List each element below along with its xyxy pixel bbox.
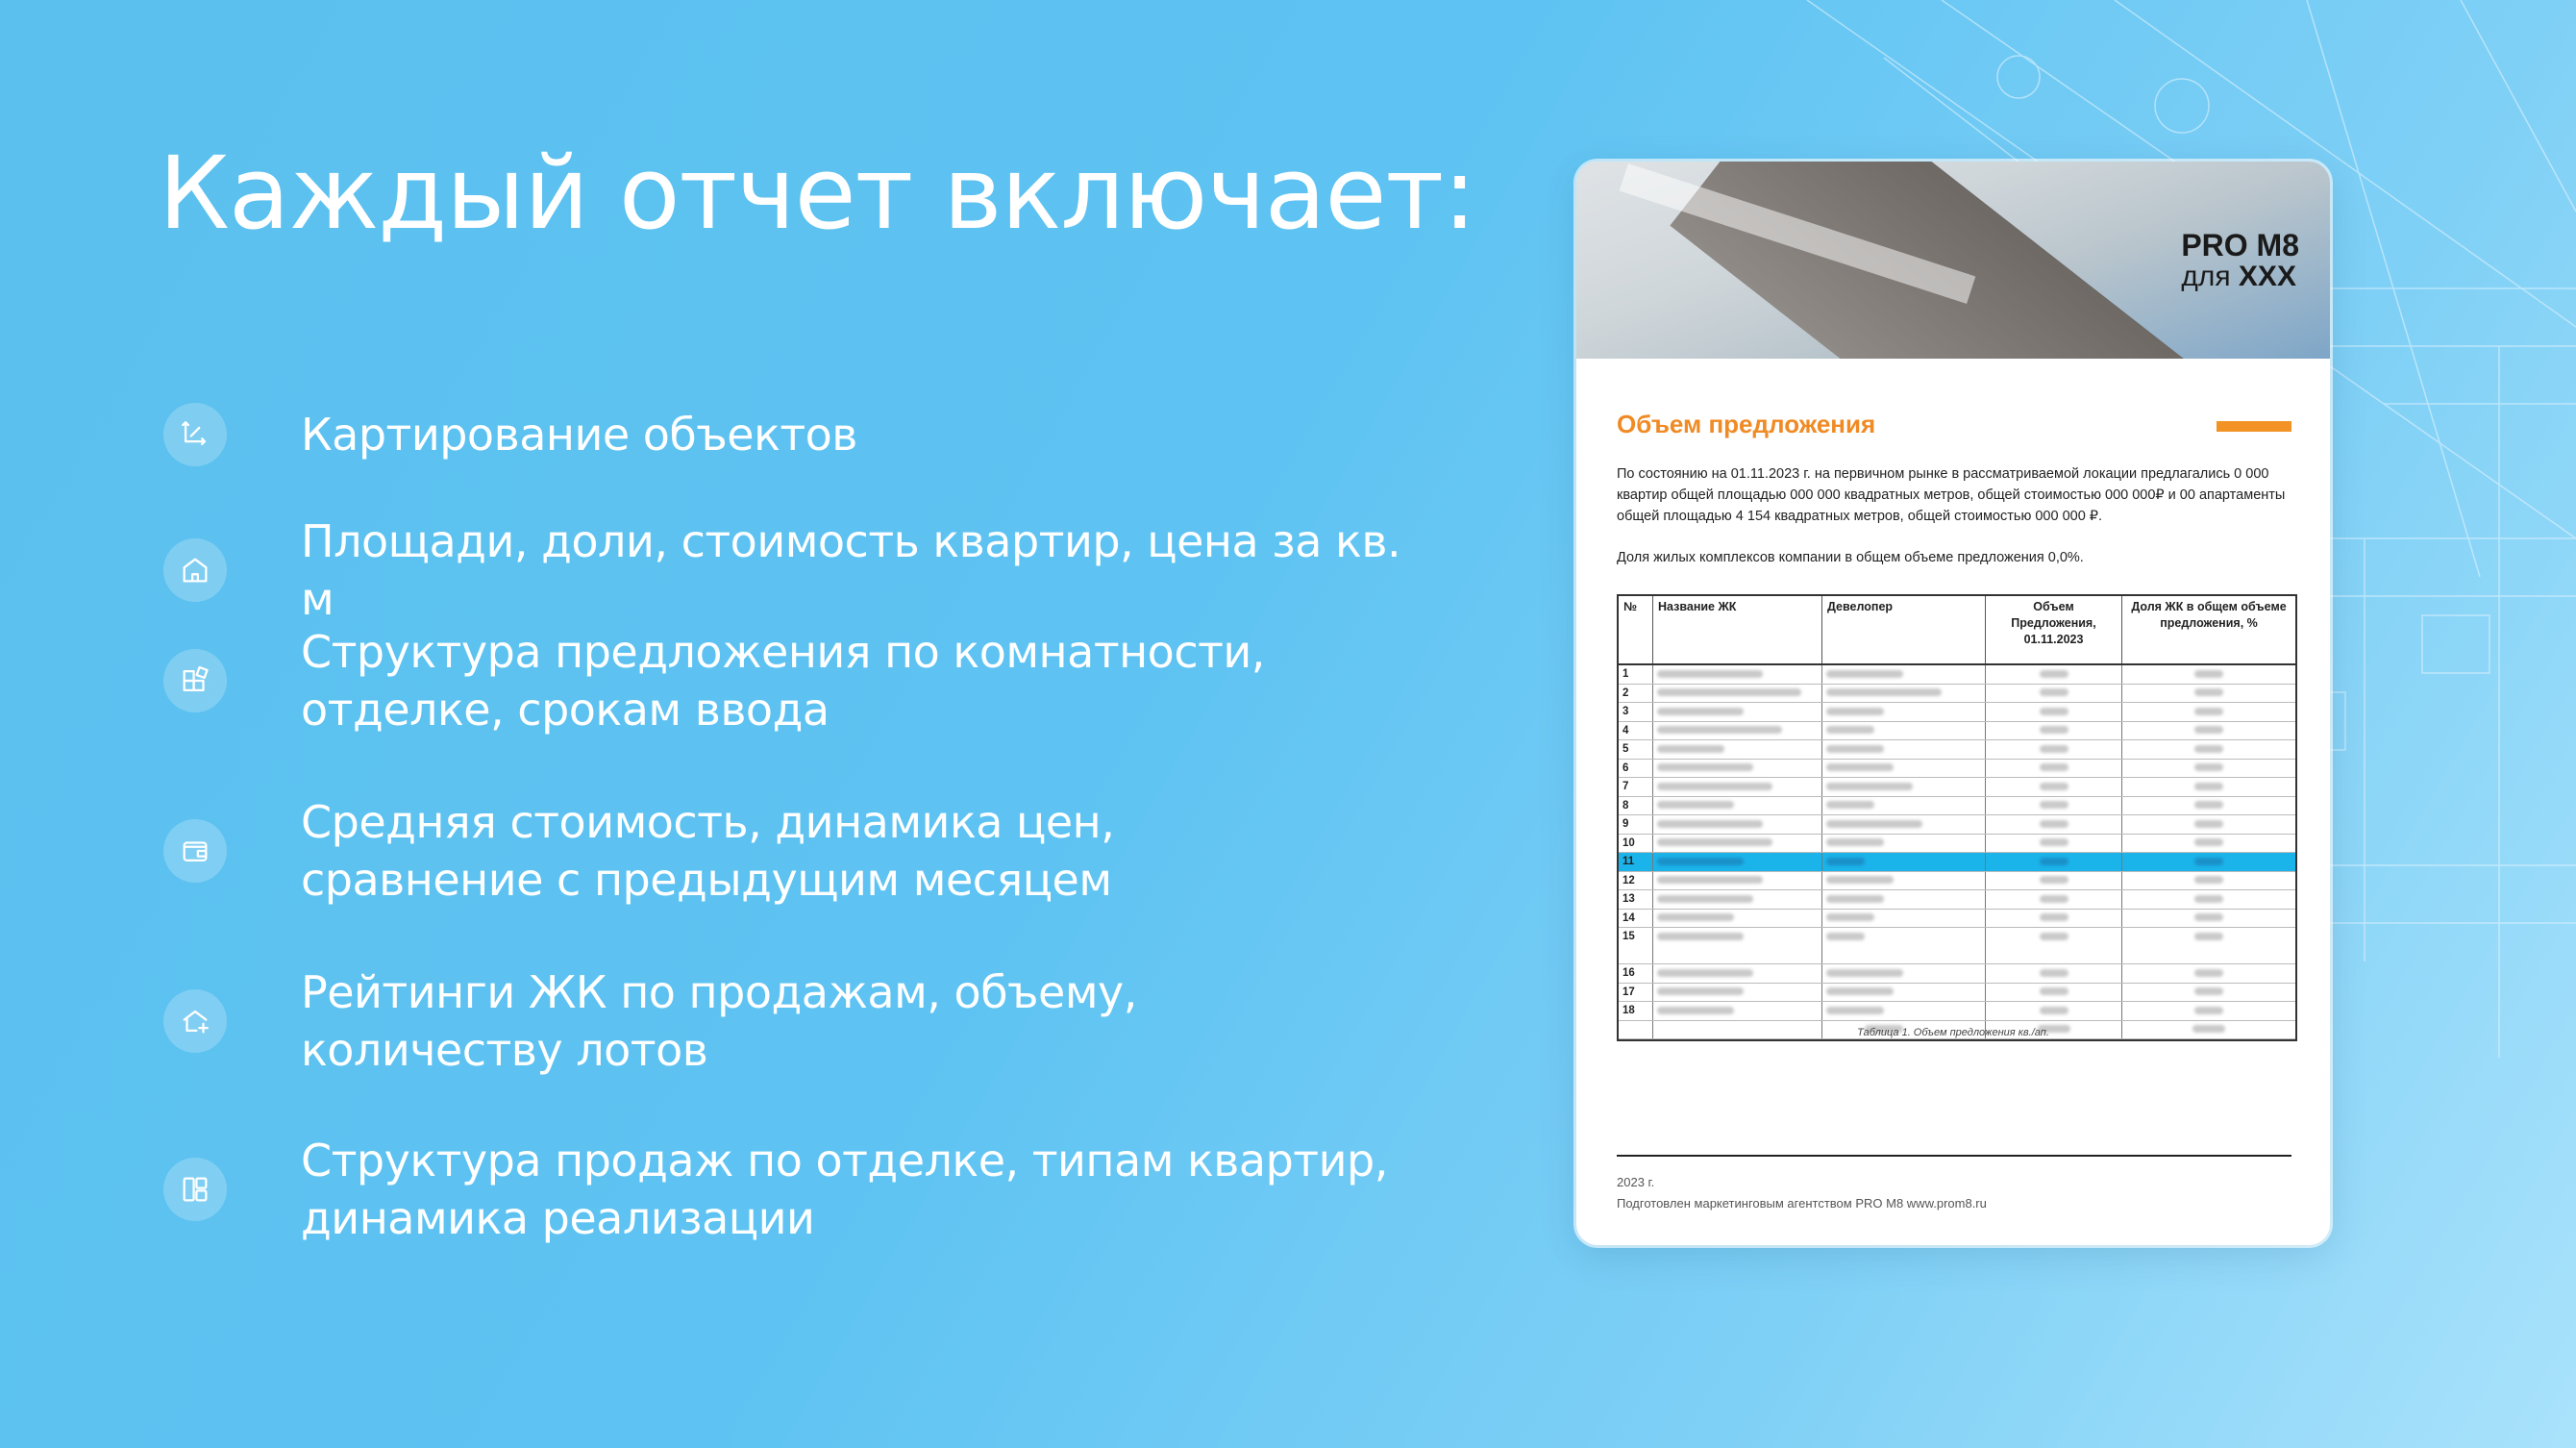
feature-item-mapping — [163, 403, 857, 466]
feature-text: Средняя стоимость, динамика цен, сравнение с предыдущим месяцем — [301, 796, 1115, 906]
feature-item-pricing — [163, 793, 1114, 909]
table-row — [1619, 853, 2295, 872]
row-number: 1 — [1619, 665, 1653, 684]
row-number: 3 — [1619, 703, 1653, 721]
feature-text: Структура предложения по комнатности, отделке, срокам ввода — [301, 626, 1265, 736]
table-row — [1619, 740, 2295, 760]
feature-text: Картирование объектов — [301, 409, 857, 461]
accent-bar — [2217, 421, 2291, 432]
feature-text: Площади, доли, стоимость квартир, цена за кв. м — [301, 515, 1401, 625]
footer-agency: Подготовлен маркетинговым агентством PRO M8 www.prom8.ru — [1617, 1196, 1987, 1211]
report-section-title: Объем предложения — [1617, 410, 1876, 438]
table-caption: Таблица 1. Объем предложения кв./ап. — [1857, 1027, 2049, 1038]
wallet-icon — [163, 819, 227, 883]
structure-blocks-icon — [163, 649, 227, 712]
report-table — [1617, 594, 2297, 1041]
table-row — [1619, 910, 2295, 929]
table-row — [1619, 835, 2295, 854]
feature-item-structure — [163, 623, 1265, 738]
report-share-text: Доля жилых комплексов компании в общем объеме предложения 0,0%. — [1617, 550, 2084, 565]
row-number: 8 — [1619, 797, 1653, 815]
table-row — [1619, 872, 2295, 891]
footer-year: 2023 г. — [1617, 1175, 1655, 1189]
row-number: 15 — [1619, 928, 1653, 963]
map-coordinates-icon — [163, 403, 227, 466]
row-number: 6 — [1619, 760, 1653, 778]
row-number: 12 — [1619, 872, 1653, 890]
feature-text: Структура продаж по отделке, типам квартир, динамика реализации — [301, 1135, 1388, 1244]
report-preview-card — [1576, 162, 2330, 1245]
table-row — [1619, 890, 2295, 910]
row-number: 7 — [1619, 778, 1653, 796]
table-row — [1619, 685, 2295, 704]
table-row — [1619, 928, 2295, 964]
row-number: 11 — [1619, 853, 1653, 871]
row-number: 2 — [1619, 685, 1653, 703]
report-paragraph: По состоянию на 01.11.2023 г. на первичном рынке в рассматриваемой локации предлагались 0 000 квартир общей площадью 000 000 квадратных метров, общей стоимостью 000 000₽ и 00 апартаменты общей площадью 4 154 квадратных метров, общей стоимостью 000 000 ₽. — [1617, 466, 2286, 524]
feature-text: Рейтинги ЖК по продажам, объему, количеству лотов — [301, 966, 1137, 1076]
row-number: 14 — [1619, 910, 1653, 928]
feature-item-ratings — [163, 963, 1137, 1079]
row-number: 4 — [1619, 722, 1653, 740]
page-title: Каждый отчет включает: — [159, 135, 1476, 252]
feature-item-sales — [163, 1132, 1388, 1247]
table-row — [1619, 797, 2295, 816]
layout-grid-icon — [163, 1158, 227, 1221]
table-row — [1619, 815, 2295, 835]
row-number: 10 — [1619, 835, 1653, 853]
feature-item-areas — [163, 512, 1413, 628]
row-number: 13 — [1619, 890, 1653, 909]
table-row — [1619, 1002, 2295, 1021]
table-row — [1619, 964, 2295, 984]
table-row — [1619, 984, 2295, 1003]
home-add-icon — [163, 989, 227, 1053]
table-row — [1619, 722, 2295, 741]
row-number: 5 — [1619, 740, 1653, 759]
report-cover-image — [1576, 162, 2330, 359]
table-row — [1619, 778, 2295, 797]
home-icon — [163, 538, 227, 602]
row-number: 16 — [1619, 964, 1653, 983]
table-header: № Название ЖК Девелопер Объем Предложения, 01.11.2023 Доля ЖК в общем объеме предложения, % — [1619, 596, 2295, 665]
table-row — [1619, 703, 2295, 722]
table-body — [1619, 665, 2295, 1039]
row-number: 17 — [1619, 984, 1653, 1002]
table-row — [1619, 760, 2295, 779]
table-row — [1619, 665, 2295, 685]
row-number: 9 — [1619, 815, 1653, 834]
row-number: 18 — [1619, 1002, 1653, 1020]
footer-divider — [1617, 1155, 2291, 1157]
report-brand: PRO M8 для XXX — [2181, 228, 2299, 292]
